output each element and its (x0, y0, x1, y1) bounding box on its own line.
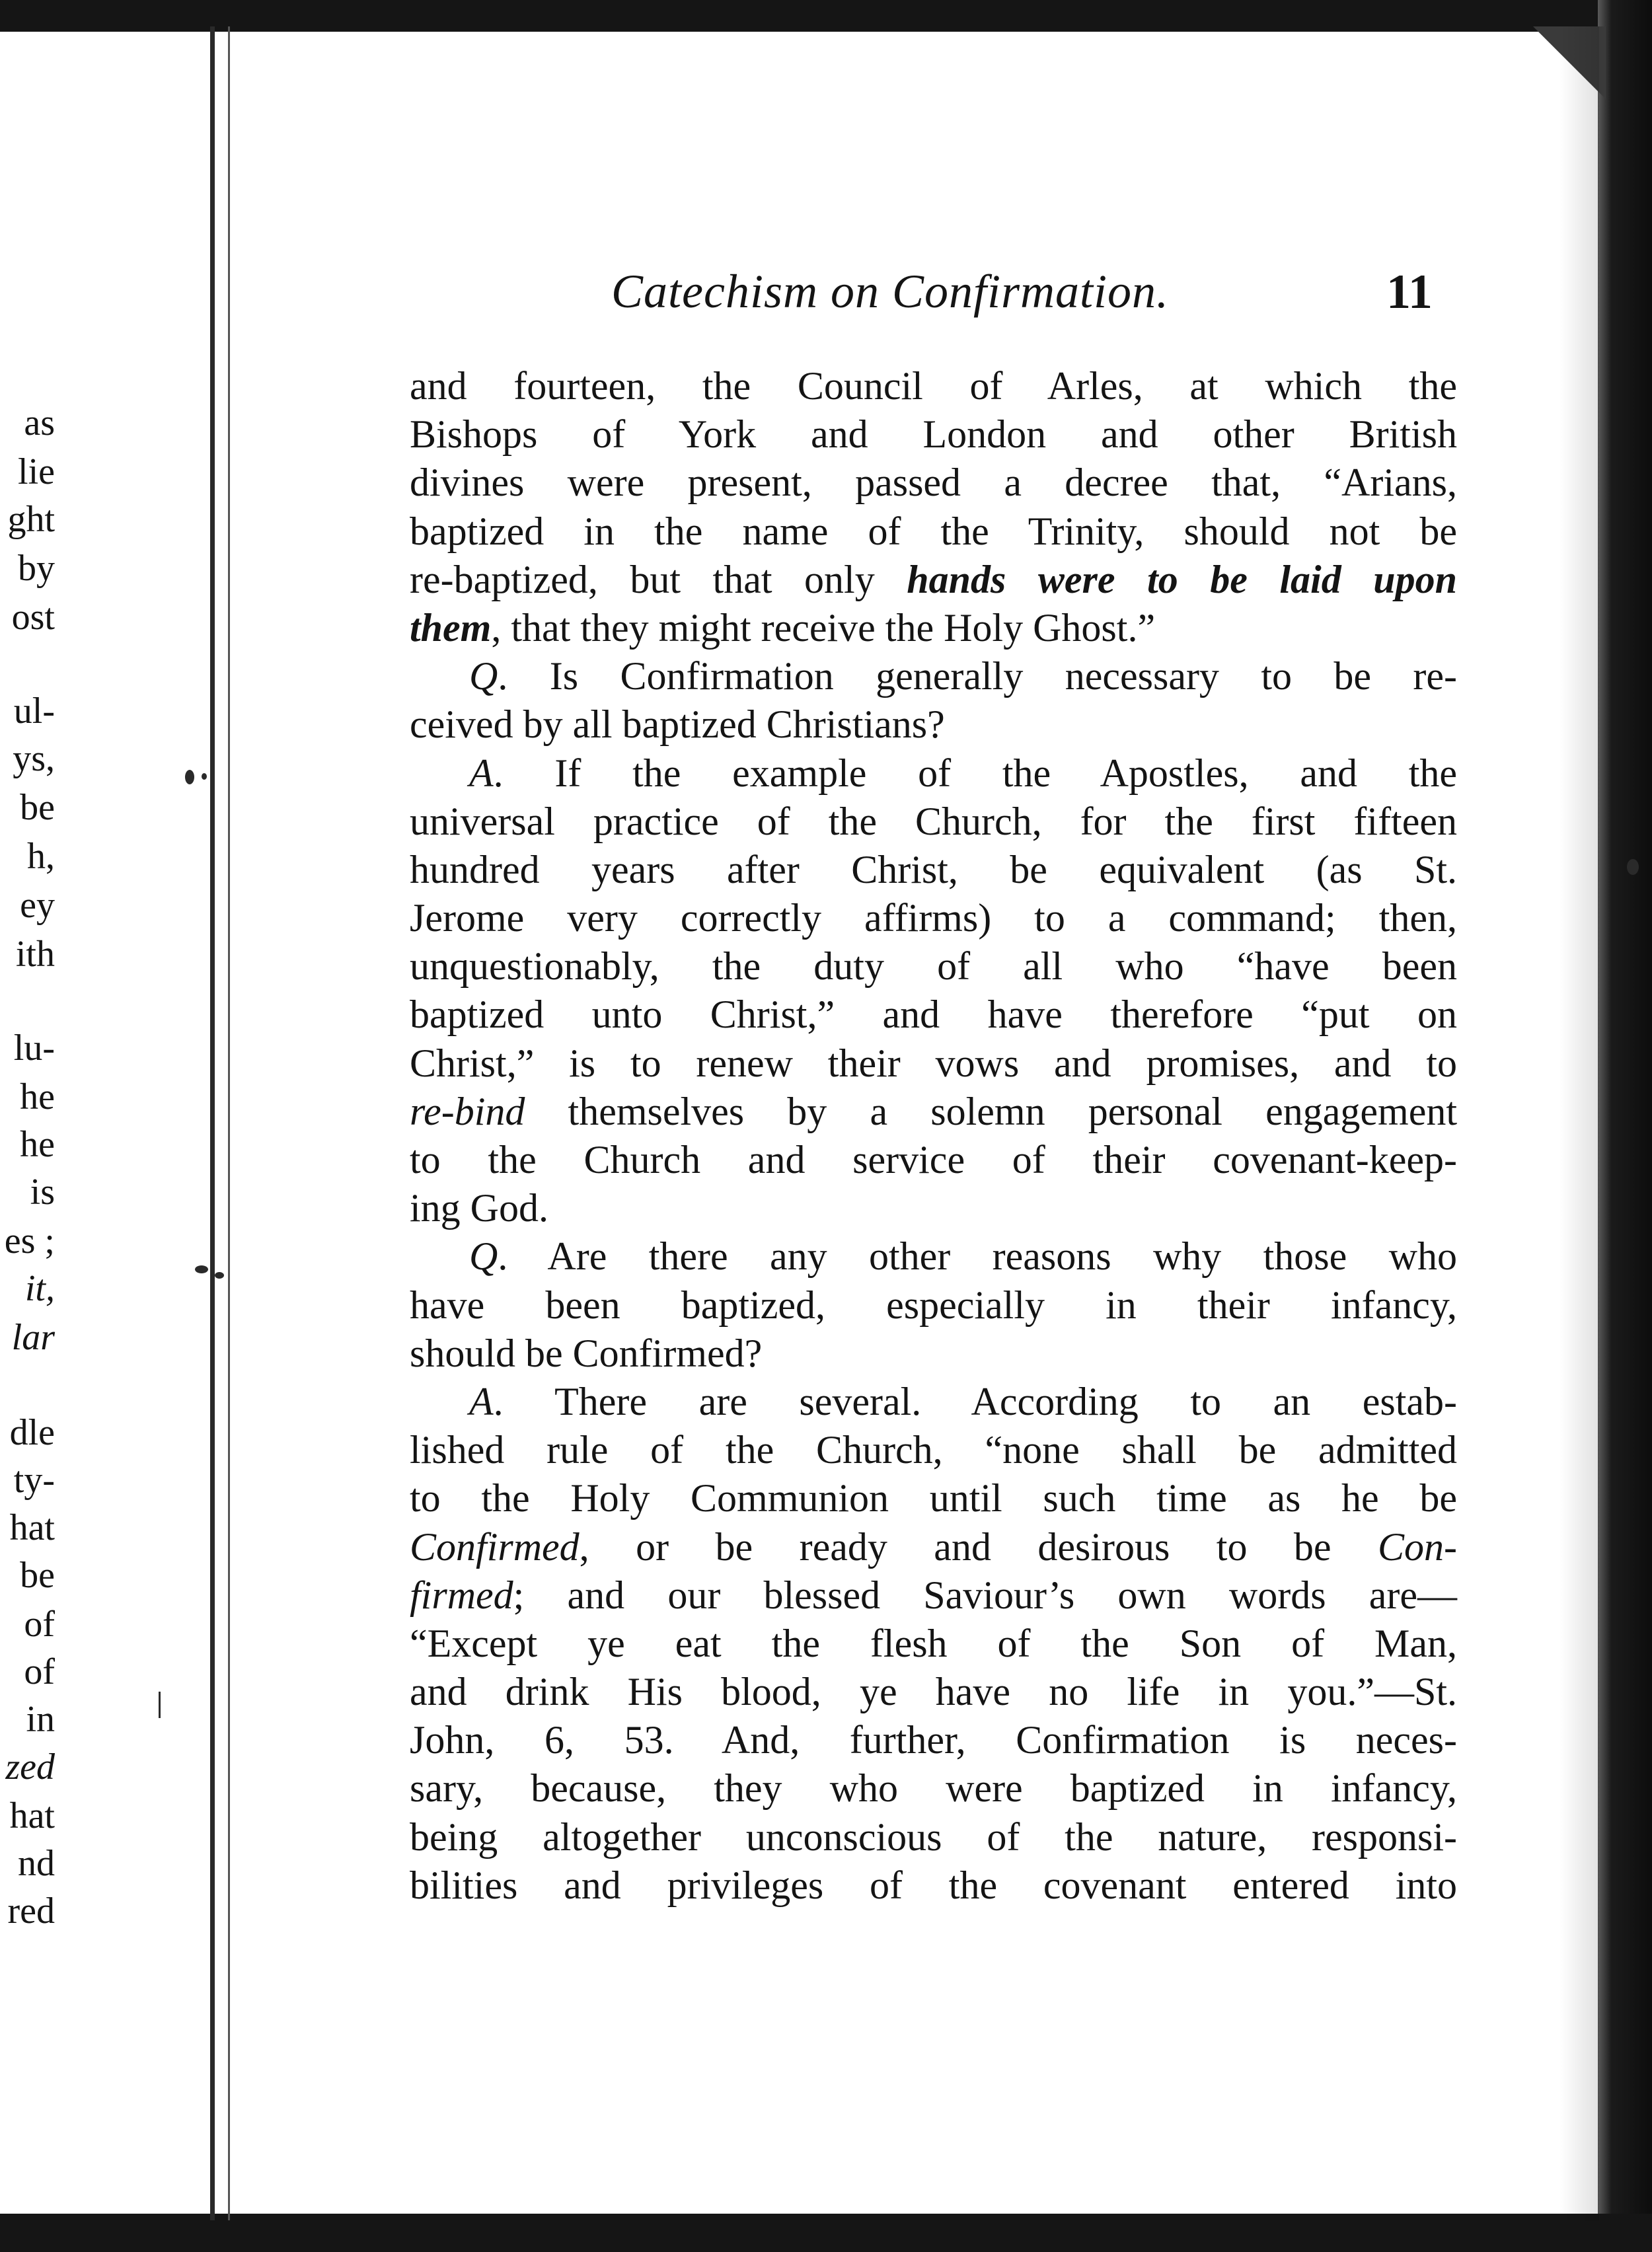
facing-text: h, (27, 836, 55, 877)
facing-text: he (20, 1124, 55, 1165)
text-line: unquestionably, the duty of all who “have been (410, 944, 1457, 989)
text-line: lished rule of the Church, “none shall be admitted (410, 1428, 1457, 1472)
text-line: and fourteen, the Council of Arles, at which the (410, 364, 1457, 408)
text-run: , or be ready and desirous to be (579, 1524, 1378, 1569)
text-run: re-baptized, but that only (410, 557, 907, 601)
text-line: Jerome very correctly affirms) to a command; then, (410, 896, 1457, 940)
question-marker: Q (469, 1234, 498, 1279)
text-run: . Are there any other reasons why those who (498, 1234, 1457, 1279)
speck (1627, 859, 1639, 875)
answer-marker: A (469, 1379, 494, 1423)
body-text (410, 362, 1457, 1910)
facing-text: hat (9, 1795, 55, 1836)
emphasis-text: re-bind (410, 1089, 525, 1133)
facing-text: nd (18, 1843, 55, 1884)
facing-text: ty- (13, 1460, 55, 1501)
text-line: to the Holy Communion until such time as he be (410, 1476, 1457, 1520)
facing-text: of (24, 1604, 55, 1645)
book-gutter-inner (228, 26, 230, 2220)
text-line: John, 6, 53. And, further, Confirmation is neces- (410, 1718, 1457, 1762)
facing-text: es ; (4, 1220, 55, 1261)
text-line: baptized in the name of the Trinity, should not be (410, 509, 1457, 553)
text-run: themselves by a solemn personal engagement (525, 1089, 1457, 1133)
text-line (410, 556, 1457, 604)
facing-text: dle (9, 1412, 55, 1453)
facing-text: hat (9, 1507, 55, 1548)
running-head: Catechism on Confirmation. (611, 265, 1170, 318)
text-run: . Is Confirmation generally necessary to be re- (498, 654, 1457, 698)
text-line: and drink His blood, ye have no life in you.”—St. (410, 1670, 1457, 1714)
text-line (410, 1523, 1457, 1571)
facing-text: lu- (13, 1028, 55, 1069)
facing-text: is (30, 1172, 55, 1213)
text-line: universal practice of the Church, for the first fifteen (410, 799, 1457, 843)
answer-line (410, 749, 1457, 798)
facing-text: it, (24, 1268, 55, 1309)
emphasis-text: firmed (410, 1573, 513, 1617)
facing-text: ul- (13, 691, 55, 732)
text-line: bilities and privileges of the covenant entered into (410, 1863, 1457, 1907)
question-line (410, 1232, 1457, 1281)
page-shadow (1559, 26, 1599, 2220)
text-line: should be Confirmed? (410, 1331, 763, 1375)
facing-text: lie (18, 451, 55, 492)
text-run: . There are several. According to an estab- (493, 1379, 1457, 1423)
text-line: Christ,” is to renew their vows and promises, and to (410, 1041, 1457, 1085)
emphasis-text: Con- (1378, 1524, 1457, 1569)
facing-text: as (24, 402, 55, 443)
book-gutter (210, 26, 215, 2220)
answer-marker: A (469, 751, 494, 795)
facing-text: of (24, 1651, 55, 1692)
text-line (410, 1088, 1457, 1136)
emphasis-text: hands were to be laid upon (907, 557, 1457, 601)
text-run: , that they might receive the Holy Ghost.” (491, 605, 1156, 650)
facing-text: by (18, 548, 55, 589)
facing-text: be (20, 787, 55, 828)
facing-text: ey (20, 885, 55, 926)
text-line: “Except ye eat the flesh of the Son of Man, (410, 1621, 1457, 1665)
text-line: baptized unto Christ,” and have therefore “put on (410, 993, 1457, 1037)
text-line: sary, because, they who were baptized in infancy, (410, 1766, 1457, 1811)
question-line (410, 652, 1457, 700)
emphasis-text: them (410, 605, 492, 650)
text-line (410, 604, 1457, 652)
facing-text: ost (11, 597, 55, 638)
text-run: . If the example of the Apostles, and the (493, 751, 1457, 795)
facing-text: zed (5, 1746, 55, 1787)
facing-text: be (20, 1555, 55, 1596)
page-number: 11 (1386, 265, 1433, 319)
text-line: hundred years after Christ, be equivalent (as St. (410, 847, 1457, 891)
facing-text: lar (11, 1317, 55, 1358)
answer-line (410, 1378, 1457, 1426)
text-line: divines were present, passed a decree that, “Arians, (410, 461, 1457, 505)
text-line: being altogether unconscious of the nature, responsi- (410, 1815, 1457, 1859)
page-edge-top (0, 0, 1652, 32)
question-marker: Q (469, 654, 498, 698)
page-edge-bottom (0, 2214, 1652, 2252)
text-run: ; and our blessed Saviour’s own words are— (513, 1573, 1457, 1617)
text-line: Bishops of York and London and other British (410, 412, 1457, 457)
facing-text: ys, (13, 738, 55, 779)
speck (215, 1272, 224, 1279)
facing-text: ith (15, 934, 55, 975)
facing-text: ght (7, 499, 55, 540)
facing-page-fragment (0, 0, 210, 2252)
page-edge-right (1598, 0, 1652, 2252)
text-line: ing God. (410, 1186, 548, 1230)
facing-text: in (26, 1699, 55, 1740)
text-line (410, 1571, 1457, 1620)
text-line: to the Church and service of their covenant-keep- (410, 1138, 1457, 1182)
text-line: have been baptized, especially in their infancy, (410, 1283, 1457, 1327)
emphasis-text: Confirmed (410, 1524, 580, 1569)
facing-text: he (20, 1076, 55, 1117)
text-line: ceived by all baptized Christians? (410, 702, 945, 747)
facing-text: red (7, 1891, 55, 1932)
